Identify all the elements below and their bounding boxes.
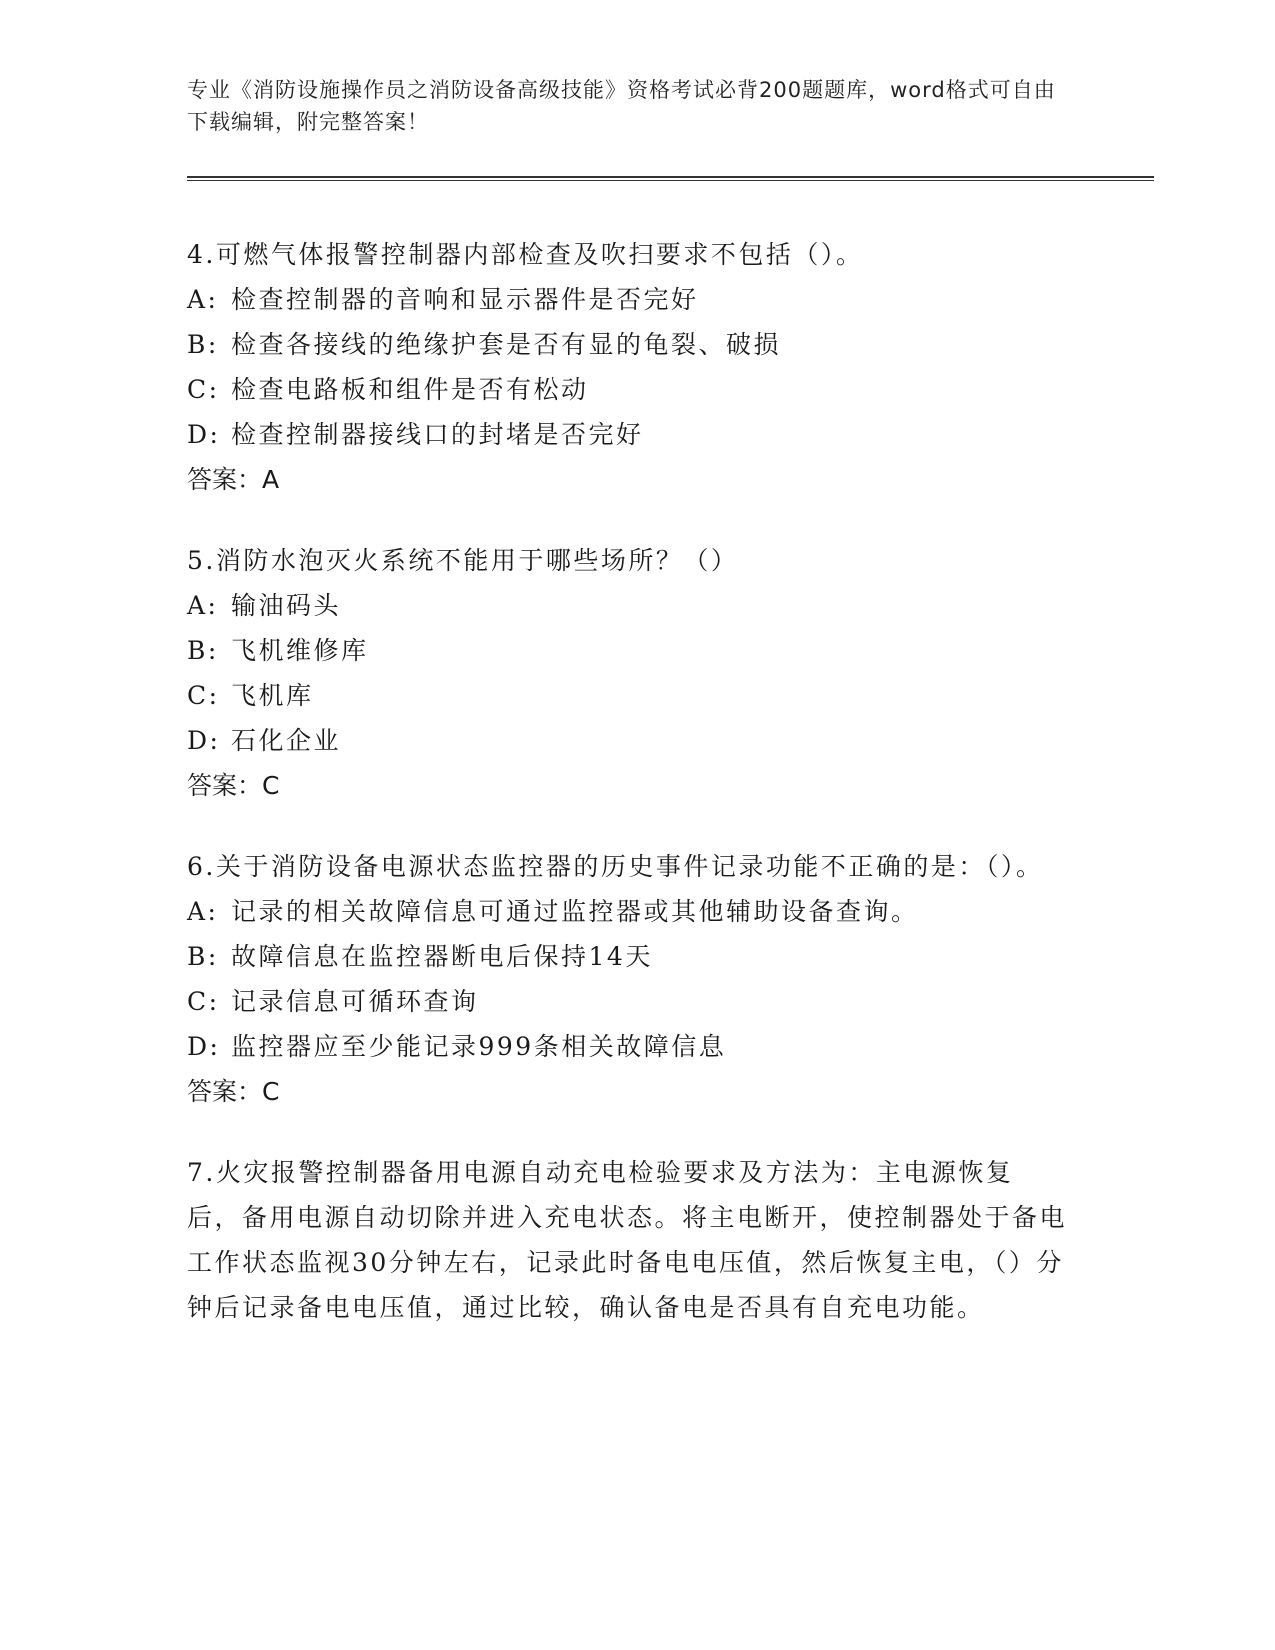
question-stem: 7.火灾报警控制器备用电源自动充电检验要求及方法为：主电源恢复后，备用电源自动切除并进入充电状态。将主电断开，使控制器处于备电工作状态监视30分钟左右，记录此时备电电压值，然后恢复主电，（）分钟后记录备电电压值，通过比较，确认备电是否具有自充电功能。	[187, 1158, 1068, 1322]
option-d	[187, 1024, 1067, 1069]
question-stem: 4.可燃气体报警控制器内部检查及吹扫要求不包括（）。	[187, 240, 864, 269]
option-d	[187, 412, 1067, 457]
option-b	[187, 322, 1067, 367]
question-stem: 6.关于消防设备电源状态监控器的历史事件记录功能不正确的是：（）。	[187, 852, 1044, 881]
option-key: C:	[187, 681, 220, 710]
option-text: 检查控制器的音响和显示器件是否完好	[231, 285, 699, 314]
option-key: D:	[187, 726, 221, 755]
option-text: 检查各接线的绝缘护套是否有显的龟裂、破损	[231, 330, 782, 359]
option-c	[187, 979, 1067, 1024]
option-a	[187, 277, 1067, 322]
option-a	[187, 889, 1067, 934]
option-text: 记录信息可循环查询	[231, 987, 479, 1016]
option-key: B:	[187, 636, 219, 665]
option-key: D:	[187, 420, 221, 449]
option-key: D:	[187, 1032, 221, 1061]
question-4	[187, 232, 1067, 502]
option-text: 记录的相关故障信息可通过监控器或其他辅助设备查询。	[231, 897, 919, 926]
question-list	[187, 232, 1067, 1366]
option-key: A:	[187, 897, 219, 926]
option-key: C:	[187, 987, 220, 1016]
question-6	[187, 844, 1067, 1114]
option-text: 石化企业	[231, 726, 342, 755]
option-a	[187, 583, 1067, 628]
option-text: 故障信息在监控器断电后保持14天	[231, 942, 653, 971]
question-stem: 5.消防水泡灭火系统不能用于哪些场所？（）	[187, 546, 739, 575]
answer: 答案：A	[187, 465, 280, 494]
question-5	[187, 538, 1067, 808]
option-text: 监控器应至少能记录999条相关故障信息	[231, 1032, 727, 1061]
option-text: 检查控制器接线口的封堵是否完好	[231, 420, 644, 449]
question-7	[187, 1150, 1067, 1330]
option-d	[187, 718, 1067, 763]
header-divider	[187, 176, 1154, 181]
option-key: A:	[187, 591, 219, 620]
option-c	[187, 367, 1067, 412]
answer: 答案：C	[187, 1077, 280, 1106]
answer: 答案：C	[187, 771, 280, 800]
option-key: B:	[187, 942, 219, 971]
option-text: 检查电路板和组件是否有松动	[231, 375, 589, 404]
option-key: A:	[187, 285, 219, 314]
option-b	[187, 934, 1067, 979]
option-text: 飞机库	[231, 681, 314, 710]
option-key: C:	[187, 375, 220, 404]
option-key: B:	[187, 330, 219, 359]
document-header: 专业《消防设施操作员之消防设备高级技能》资格考试必背200题题库，word格式可自由下载编辑，附完整答案！	[187, 78, 1056, 134]
option-b	[187, 628, 1067, 673]
option-c	[187, 673, 1067, 718]
option-text: 输油码头	[231, 591, 342, 620]
option-text: 飞机维修库	[231, 636, 369, 665]
